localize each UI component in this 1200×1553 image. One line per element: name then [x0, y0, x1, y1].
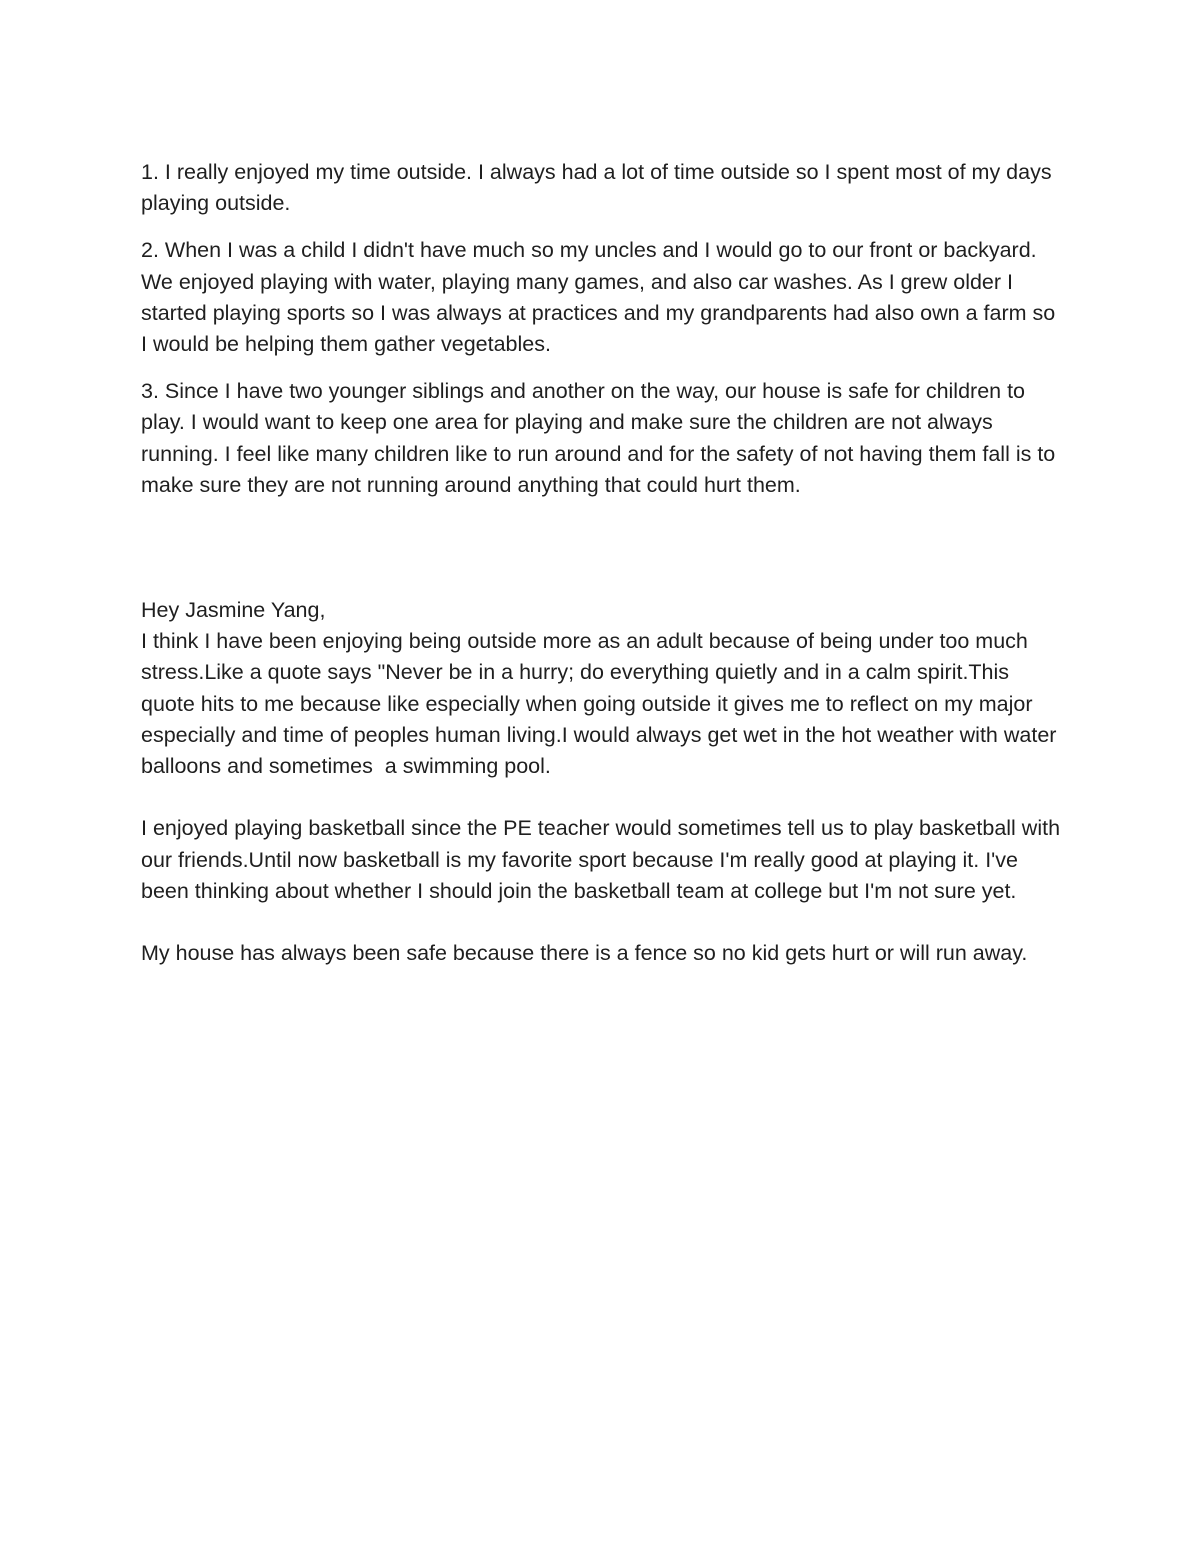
blank-line [141, 782, 1066, 813]
answer-1: 1. I really enjoyed my time outside. I always had a lot of time outside so I spent most of my days playing outside. [141, 160, 1058, 216]
answer-2: 2. When I was a child I didn't have much so my uncles and I would go to our front or backyard. We enjoyed playing with water, playing many games, and also car washes. As I grew older I started playing sports so I was always at practices and my grandparents had also own a farm so I would be helping them gather vegetables. [141, 238, 1062, 357]
reply-greeting: Hey Jasmine Yang, [141, 598, 326, 623]
blank-line [141, 907, 1066, 938]
reply-paragraph-1: I think I have been enjoying being outside more as an adult because of being under too much stress.Like a quote says "Never be in a hurry; do everything quietly and in a calm spirit.This quote hits to me because like especially when going outside it gives me to reflect on my major especially and time of peoples human living.I would always get wet in the hot weather with water balloons and sometimes a swimming pool. [141, 629, 1063, 779]
document-body [141, 157, 1066, 969]
reply-paragraph-3: My house has always been safe because there is a fence so no kid gets hurt or will run away. [141, 941, 1028, 966]
answer-3: 3. Since I have two younger siblings and another on the way, our house is safe for children to play. I would want to keep one area for playing and make sure the children are not always running. I feel like many children like to run around and for the safety of not having them fall is to make sure they are not running around anything that could hurt them. [141, 379, 1062, 497]
reply-paragraph-2: I enjoyed playing basketball since the PE teacher would sometimes tell us to play basketball with our friends.Until now basketball is my favorite sport because I'm really good at playing it. I've been thinking about whether I should join the basketball team at college but I'm not sure yet. [141, 816, 1067, 903]
section-spacer [141, 517, 1066, 595]
